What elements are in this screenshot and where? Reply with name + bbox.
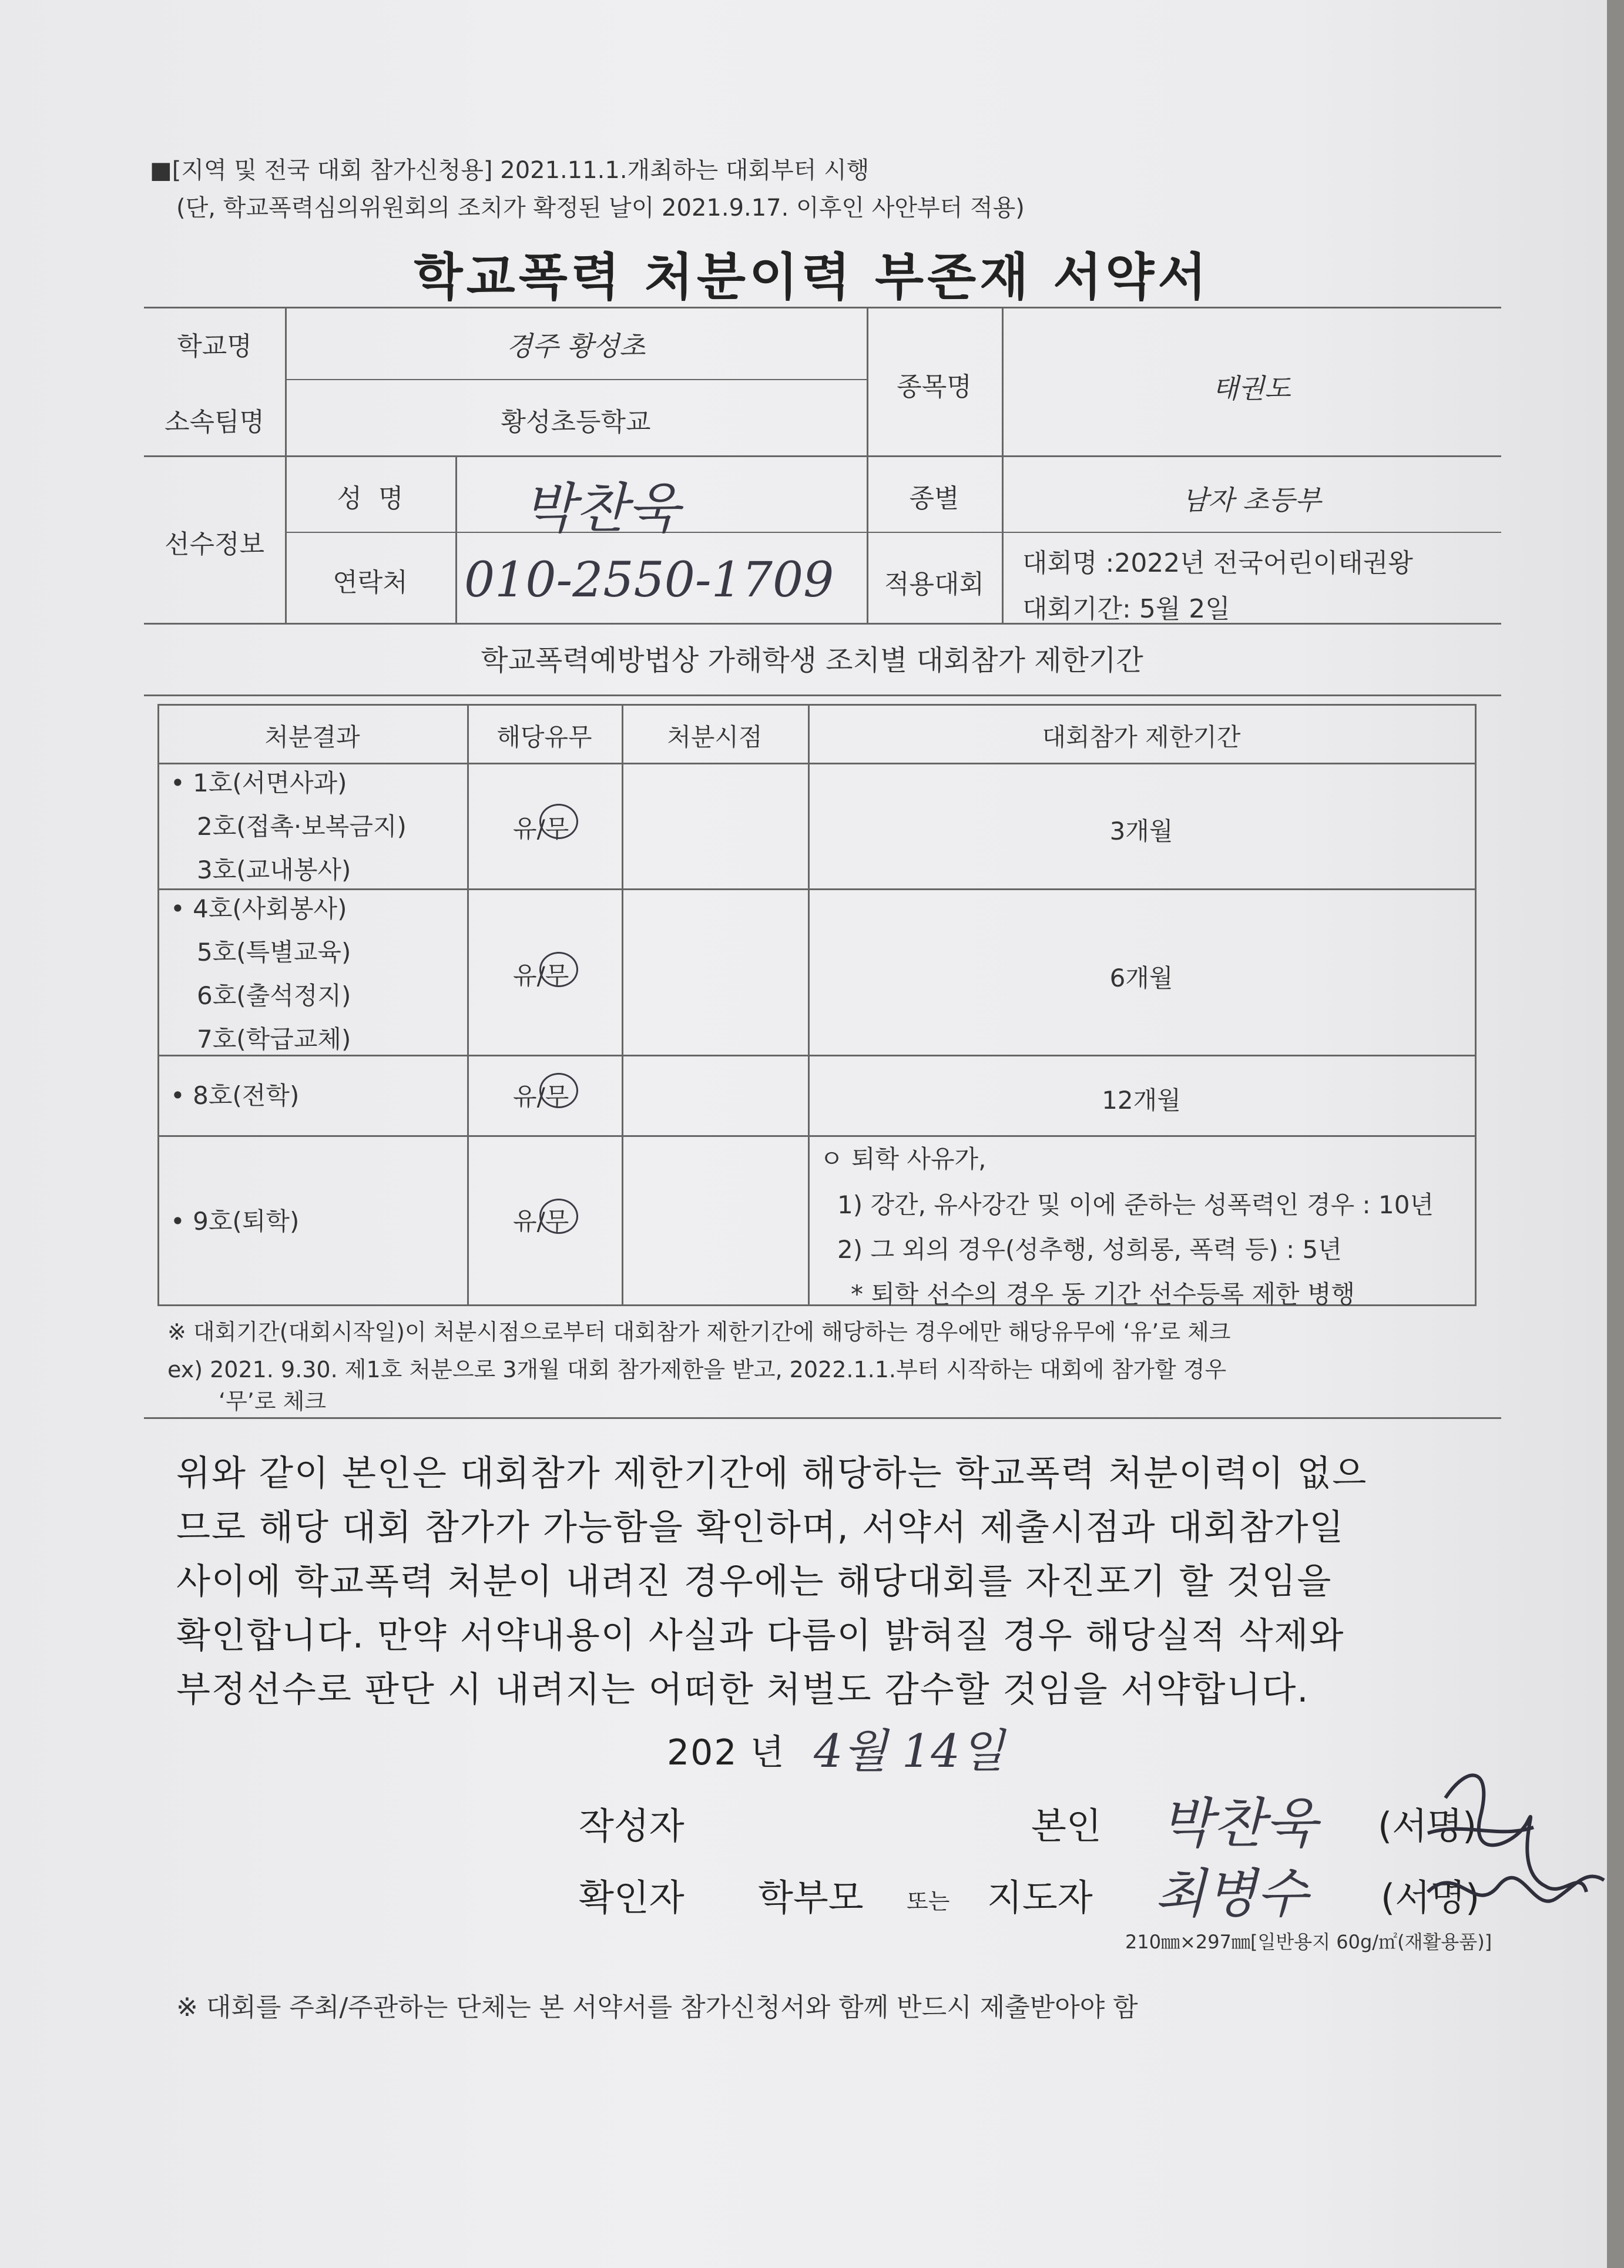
- event-label: 적용대회: [884, 569, 984, 599]
- pledge-line: 므로 해당 대회 참가가 가능함을 확인하며, 서약서 제출시점과 대회참가일: [176, 1507, 1345, 1548]
- footer-note: ※ 대회를 주최/주관하는 단체는 본 서약서를 참가신청서와 함께 반드시 제출받아야 함: [176, 1992, 1138, 2022]
- restriction-period: 6개월: [1109, 964, 1173, 992]
- note-line-2: ex) 2021. 9.30. 제1호 처분으로 3개월 대회 참가제한을 받고, 2022.1.1.부터 시작하는 대회에 참가할 경우: [167, 1357, 1227, 1383]
- writer-label: 작성자: [579, 1804, 685, 1847]
- school-label: 학교명: [177, 331, 252, 361]
- table-rule: [1002, 307, 1004, 623]
- expulsion-condition: 1) 강간, 유사강간 및 이에 준하는 성폭력인 경우 : 10년: [837, 1190, 1434, 1219]
- team-value: 황성초등학교: [501, 407, 651, 437]
- check-mark-icon: [539, 952, 578, 987]
- table-rule: [157, 1135, 1477, 1137]
- check-mark-icon: [539, 804, 578, 839]
- disposal-item: 3호(교내봉사): [197, 855, 351, 884]
- team-label: 소속팀명: [164, 407, 264, 437]
- school-value: 경주 황성초: [506, 330, 646, 362]
- table-rule: [157, 763, 1477, 764]
- yes-no-option: 유/무: [513, 1082, 569, 1111]
- category-value: 남자 초등부: [1182, 484, 1321, 516]
- name-label: 성 명: [337, 484, 404, 514]
- table-rule: [144, 695, 1501, 696]
- table-rule: [144, 455, 1501, 457]
- restriction-period: 3개월: [1109, 817, 1173, 846]
- page-title: 학교폭력 처분이력 부존재 서약서: [414, 248, 1210, 307]
- pledge-line: 부정선수로 판단 시 내려지는 어떠한 처벌도 감수할 것임을 서약합니다.: [176, 1669, 1310, 1710]
- table-rule: [157, 704, 159, 1306]
- paper-spec: 210㎜×297㎜[일반용지 60g/㎡(재활용품)]: [1125, 1931, 1492, 1953]
- contact-label: 연락처: [333, 568, 408, 598]
- table-rule: [157, 888, 1477, 890]
- table-rule: [808, 704, 810, 1306]
- disposal-item: • 1호(서면사과): [170, 769, 347, 797]
- or-label: 또는: [907, 1888, 950, 1914]
- disposal-item: • 8호(전학): [170, 1081, 300, 1110]
- header-applicable: 해당유무: [496, 723, 592, 751]
- sport-label: 종목명: [897, 372, 972, 402]
- table-rule: [285, 532, 1501, 533]
- table-rule: [467, 704, 469, 1306]
- check-mark-icon: [539, 1073, 578, 1108]
- yes-no-option: 유/무: [513, 961, 569, 990]
- category-label: 종별: [909, 484, 959, 514]
- pledge-line: 확인합니다. 만약 서약내용이 사실과 다름이 밝혀질 경우 해당실적 삭제와: [176, 1615, 1345, 1656]
- table-rule: [285, 379, 867, 380]
- coach-signature-name: 최병수: [1155, 1863, 1308, 1925]
- expulsion-condition: * 퇴학 선수의 경우 동 기간 선수등록 제한 병행: [851, 1280, 1355, 1309]
- date-year: 202 년: [667, 1732, 786, 1773]
- table-rule: [622, 704, 623, 1306]
- coach-label: 지도자: [987, 1876, 1093, 1919]
- notice-line-2: (단, 학교폭력심의위원회의 조치가 확정된 날이 2021.9.17. 이후인 사안부터 적용): [176, 194, 1025, 222]
- table-rule: [455, 455, 457, 623]
- table-rule: [157, 1055, 1477, 1056]
- header-restriction-period: 대회참가 제한기간: [1042, 723, 1241, 751]
- confirmer-label: 확인자: [579, 1876, 685, 1919]
- check-mark-icon: [539, 1199, 578, 1234]
- disposal-item: 5호(특별교육): [197, 938, 351, 967]
- parent-label: 학부모: [758, 1876, 864, 1919]
- sport-value: 태권도: [1212, 373, 1291, 404]
- date-month-day-handwritten: 4월 14일: [814, 1725, 1005, 1778]
- expulsion-condition: 2) 그 외의 경우(성추행, 성희롱, 폭력 등) : 5년: [837, 1235, 1342, 1264]
- table-rule: [144, 1417, 1501, 1419]
- table-rule: [1475, 704, 1477, 1306]
- table-rule: [144, 623, 1501, 625]
- restriction-subtitle: 학교폭력예방법상 가해학생 조치별 대회참가 제한기간: [481, 644, 1143, 677]
- disposal-item: 2호(접촉·보복금지): [197, 812, 407, 841]
- disposal-item: 6호(출석정지): [197, 981, 351, 1010]
- event-period: 대회기간: 5월 2일: [1022, 594, 1230, 624]
- pledge-line: 위와 같이 본인은 대회참가 제한기간에 해당하는 학교폭력 처분이력이 없으: [176, 1453, 1368, 1494]
- self-label: 본인: [1031, 1804, 1102, 1847]
- expulsion-condition: ㅇ 퇴학 사유가,: [820, 1145, 987, 1173]
- disposal-item: • 9호(퇴학): [170, 1207, 300, 1236]
- disposal-item: • 4호(사회봉사): [170, 894, 347, 923]
- player-info-label: 선수정보: [164, 529, 264, 559]
- pledge-line: 사이에 학교폭력 처분이 내려진 경우에는 해당대회를 자진포기 할 것임을: [176, 1561, 1333, 1602]
- contact-value-handwritten: 010-2550-1709: [464, 552, 834, 608]
- header-disposal-time: 처분시점: [667, 723, 763, 751]
- event-name: 대회명 :2022년 전국어린이태권왕: [1022, 548, 1413, 578]
- header-result: 처분결과: [264, 723, 360, 751]
- notice-line-1: ■[지역 및 전국 대회 참가신청용] 2021.11.1.개최하는 대회부터 시행: [150, 157, 870, 184]
- note-line-3: ‘무’로 체크: [219, 1388, 327, 1414]
- table-rule: [144, 307, 1501, 308]
- name-value-handwritten: 박찬욱: [523, 477, 680, 540]
- restriction-period: 12개월: [1102, 1086, 1181, 1115]
- disposal-item: 7호(학급교체): [197, 1025, 351, 1054]
- signature-scribble: [1422, 1851, 1610, 1933]
- sign-label: (서명): [1378, 1804, 1477, 1847]
- yes-no-option: 유/무: [513, 1207, 569, 1236]
- note-line-1: ※ 대회기간(대회시작일)이 처분시점으로부터 대회참가 제한기간에 해당하는 경우에만 해당유무에 ‘유’로 체크: [167, 1319, 1231, 1345]
- table-rule: [157, 704, 1477, 706]
- sign-label: (서명): [1381, 1876, 1480, 1919]
- self-signature-name: 박찬욱: [1160, 1792, 1317, 1855]
- yes-no-option: 유/무: [513, 814, 569, 843]
